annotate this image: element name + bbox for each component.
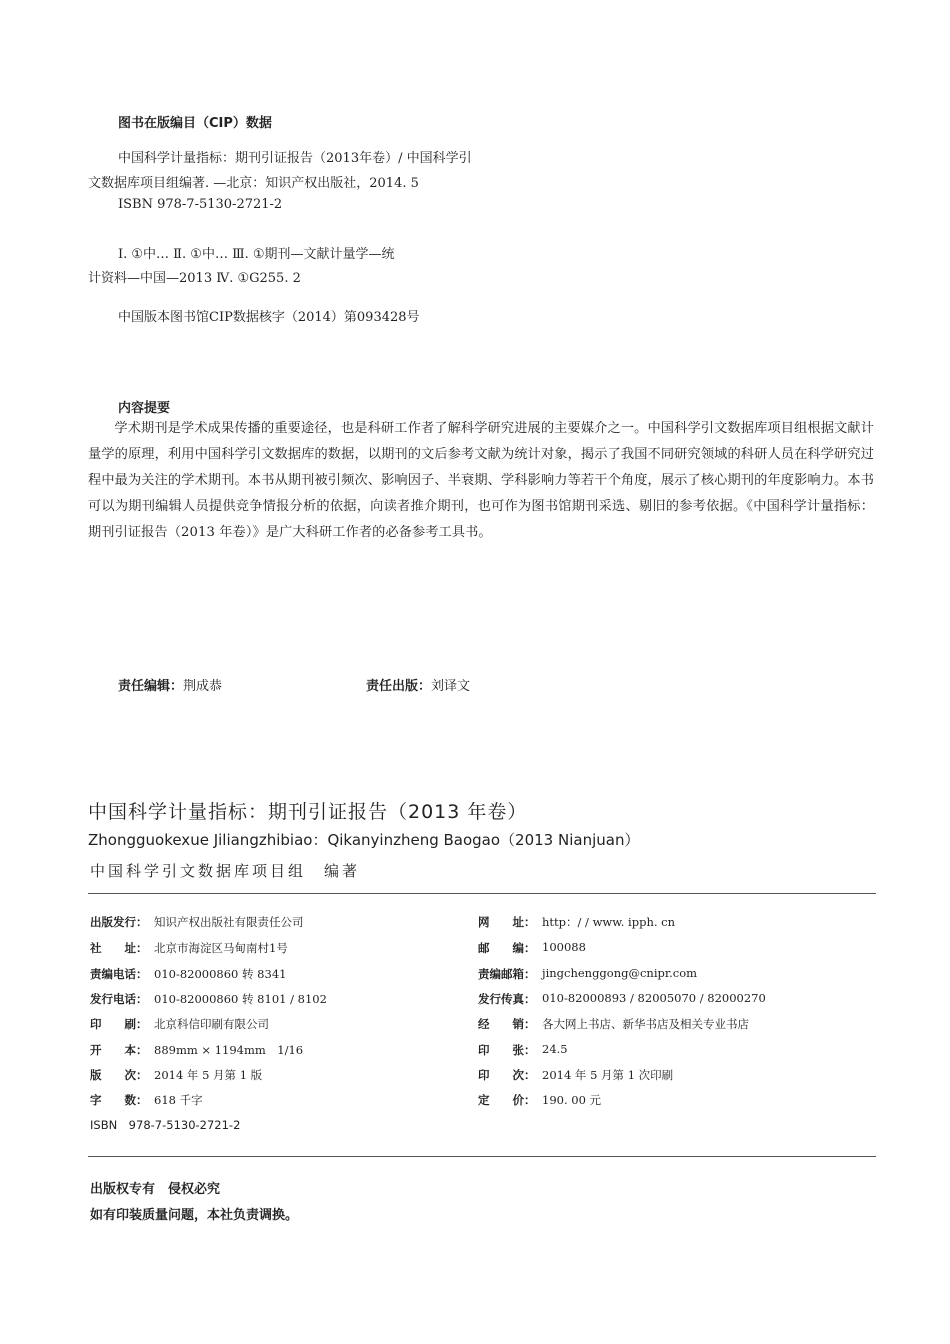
pub-left-row — [90, 1016, 269, 1032]
cip-heading: 图书在版编目（CIP）数据 — [118, 116, 272, 131]
copyright-notice: 出版权专有 侵权必究 — [90, 1182, 221, 1197]
pub-left-value: 北京市海淀区马甸南村1号 — [154, 941, 288, 955]
pub-left-value: 010-82000860 转 8101 / 8102 — [154, 992, 327, 1006]
pub-isbn: ISBN 978-7-5130-2721-2 — [90, 1118, 241, 1132]
pub-left-label: 出版发行： — [90, 915, 148, 929]
pub-right-value: 100088 — [542, 940, 586, 954]
divider-top — [88, 893, 876, 894]
pub-left-row — [90, 940, 288, 956]
pub-right-label: 印 张： — [478, 1043, 536, 1057]
abstract-heading: 内容提要 — [118, 401, 171, 416]
cip-line-1: 中国科学计量指标：期刊引证报告（2013年卷）/ 中国科学引 — [118, 151, 472, 166]
pub-right-label: 邮 编： — [478, 941, 536, 955]
publish-label: 责任出版： — [366, 679, 432, 694]
cip-isbn: ISBN 978-7-5130-2721-2 — [118, 197, 283, 212]
pub-left-label: 字 数： — [90, 1093, 148, 1107]
pub-left-value: 知识产权出版社有限责任公司 — [154, 915, 304, 929]
cip-classification-1: Ⅰ. ①中… Ⅱ. ①中… Ⅲ. ①期刊—文献计量学—统 — [118, 247, 395, 262]
pub-right-label: 责编邮箱： — [478, 967, 536, 981]
pub-right-value: 2014 年 5 月第 1 次印刷 — [542, 1068, 674, 1082]
pub-right-row — [478, 991, 766, 1007]
cip-record-number: 中国版本图书馆CIP数据核字（2014）第093428号 — [118, 310, 420, 325]
quality-notice: 如有印装质量问题，本社负责调换。 — [90, 1208, 299, 1223]
pub-left-row — [90, 914, 304, 930]
pub-left-row — [90, 991, 327, 1007]
pub-right-row — [478, 1067, 673, 1083]
pub-right-label: 经 销： — [478, 1017, 536, 1031]
pub-left-label: 印 刷： — [90, 1017, 148, 1031]
pub-right-value: http：/ / www. ipph. cn — [542, 915, 676, 929]
pub-left-row — [90, 1092, 203, 1108]
pub-left-value: 北京科信印刷有限公司 — [154, 1017, 269, 1031]
pub-left-row — [90, 1042, 303, 1058]
pub-left-value: 889mm × 1194mm 1/16 — [154, 1043, 304, 1057]
responsible-editor — [118, 675, 222, 694]
pub-right-row — [478, 940, 586, 956]
pub-left-label: 社 址： — [90, 941, 148, 955]
responsible-publisher — [366, 675, 470, 694]
pub-right-label: 网 址： — [478, 915, 536, 929]
pub-left-row — [90, 966, 286, 982]
book-author: 中国科学引文数据库项目组 编著 — [90, 862, 361, 880]
pub-right-value: 190. 00 元 — [542, 1093, 602, 1107]
pub-right-value: 各大网上书店、新华书店及相关专业书店 — [542, 1017, 749, 1031]
pub-right-row — [478, 1092, 601, 1108]
book-title-chinese: 中国科学计量指标：期刊引证报告（2013 年卷） — [88, 801, 528, 823]
pub-right-label: 定 价： — [478, 1093, 536, 1107]
pub-right-row — [478, 914, 675, 930]
pub-right-label: 发行传真： — [478, 992, 536, 1006]
pub-left-label: 开 本： — [90, 1043, 148, 1057]
pub-right-value: 010-82000893 / 82005070 / 82000270 — [542, 991, 766, 1005]
pub-left-value: 010-82000860 转 8341 — [154, 967, 287, 981]
abstract-text: 学术期刊是学术成果传播的重要途径，也是科研工作者了解科学研究进展的主要媒介之一。中国科学引文数据库项目组根据文献计量学的原理，利用中国科学引文数据库的数据，以期刊的文后参考文献为统计对象，揭示了我国不同研究领域的科研人员在科学研究过程中最为关注的学术期刊。本书从期刊被引频次、影响因子、半衰期、学科影响力等若干个角度，展示了核心期刊的年度影响力。本书可以为期刊编辑人员提供竞争情报分析的依据，向读者推介期刊，也可作为图书馆期刊采选、剔旧的参考依据。《中国科学计量指标：期刊引证报告（2013 年卷）》是广大科研工作者的必备参考工具书。 — [88, 421, 874, 540]
pub-right-row — [478, 1016, 749, 1032]
pub-left-label: 版 次： — [90, 1068, 148, 1082]
pub-right-value: 24.5 — [542, 1042, 568, 1056]
pub-left-value: 2014 年 5 月第 1 版 — [154, 1068, 263, 1082]
divider-bottom — [88, 1156, 876, 1157]
publish-name: 刘译文 — [431, 679, 471, 694]
pub-left-label: 发行电话： — [90, 992, 148, 1006]
cip-classification-2: 计资料—中国—2013 Ⅳ. ①G255. 2 — [88, 271, 301, 286]
pub-left-value: 618 千字 — [154, 1093, 203, 1107]
editor-label: 责任编辑： — [118, 679, 184, 694]
pub-right-value: jingchenggong@cnipr.com — [542, 966, 698, 980]
pub-right-row — [478, 966, 697, 982]
pub-right-label: 印 次： — [478, 1068, 536, 1082]
pub-right-row — [478, 1042, 568, 1058]
pub-left-label: 责编电话： — [90, 967, 148, 981]
pub-left-row — [90, 1067, 262, 1083]
editor-name: 荆成恭 — [183, 679, 223, 694]
cip-line-2: 文数据库项目组编著. —北京：知识产权出版社，2014. 5 — [88, 176, 419, 191]
book-title-pinyin: Zhongguokexue Jiliangzhibiao：Qikanyinzheng Baogao（2013 Nianjuan） — [88, 831, 640, 849]
